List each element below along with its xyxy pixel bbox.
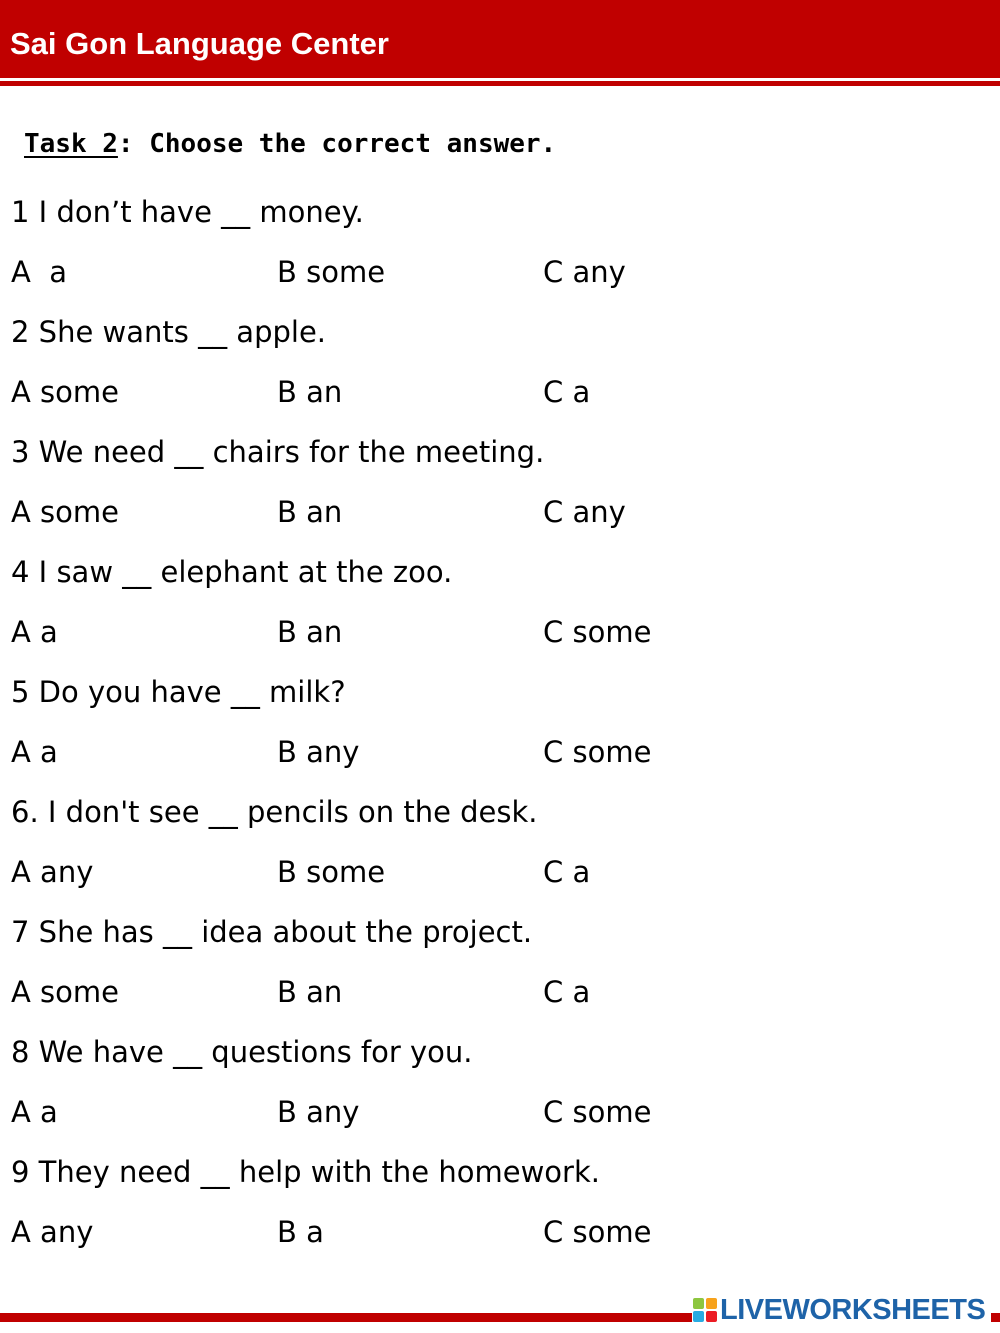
option-9-c[interactable]: C some [543, 1215, 652, 1249]
brand-text: LIVEWORKSHEETS [720, 1293, 986, 1326]
option-8-b[interactable]: B any [277, 1095, 360, 1129]
option-1-a[interactable]: A a [11, 255, 68, 289]
option-6-c[interactable]: C a [543, 855, 591, 889]
option-5-b[interactable]: B any [277, 735, 360, 769]
question-3: 3 We need __ chairs for the meeting. [11, 435, 545, 469]
option-9-a[interactable]: A any [11, 1215, 94, 1249]
question-2: 2 She wants __ apple. [11, 315, 327, 349]
question-9: 9 They need __ help with the homework. [11, 1155, 600, 1189]
liveworksheets-brand[interactable] [692, 1290, 991, 1330]
option-4-b[interactable]: B an [277, 615, 343, 649]
liveworksheets-logo-icon [692, 1296, 718, 1324]
task-instruction: : Choose the correct answer. [117, 129, 557, 159]
option-4-a[interactable]: A a [11, 615, 58, 649]
question-8: 8 We have __ questions for you. [11, 1035, 473, 1069]
question-5: 5 Do you have __ milk? [11, 675, 346, 709]
question-1: 1 I don’t have __ money. [11, 195, 364, 229]
task-heading [24, 126, 556, 162]
option-3-b[interactable]: B an [277, 495, 343, 529]
option-7-a[interactable]: A some [11, 975, 119, 1009]
option-1-c[interactable]: C any [543, 255, 626, 289]
header-bar [0, 0, 1000, 78]
option-8-a[interactable]: A a [11, 1095, 58, 1129]
option-5-a[interactable]: A a [11, 735, 58, 769]
task-label: Task 2 [24, 129, 118, 159]
option-3-a[interactable]: A some [11, 495, 119, 529]
question-4: 4 I saw __ elephant at the zoo. [11, 555, 453, 589]
option-6-b[interactable]: B some [277, 855, 386, 889]
option-7-b[interactable]: B an [277, 975, 343, 1009]
question-7: 7 She has __ idea about the project. [11, 915, 533, 949]
option-2-a[interactable]: A some [11, 375, 119, 409]
option-3-c[interactable]: C any [543, 495, 626, 529]
option-6-a[interactable]: A any [11, 855, 94, 889]
option-7-c[interactable]: C a [543, 975, 591, 1009]
option-2-c[interactable]: C a [543, 375, 591, 409]
option-4-c[interactable]: C some [543, 615, 652, 649]
option-5-c[interactable]: C some [543, 735, 652, 769]
question-6: 6. I don't see __ pencils on the desk. [11, 795, 538, 829]
option-1-b[interactable]: B some [277, 255, 386, 289]
option-9-b[interactable]: B a [277, 1215, 324, 1249]
option-2-b[interactable]: B an [277, 375, 343, 409]
header-divider [0, 81, 1000, 86]
header-title: Sai Gon Language Center [10, 26, 389, 61]
option-8-c[interactable]: C some [543, 1095, 652, 1129]
